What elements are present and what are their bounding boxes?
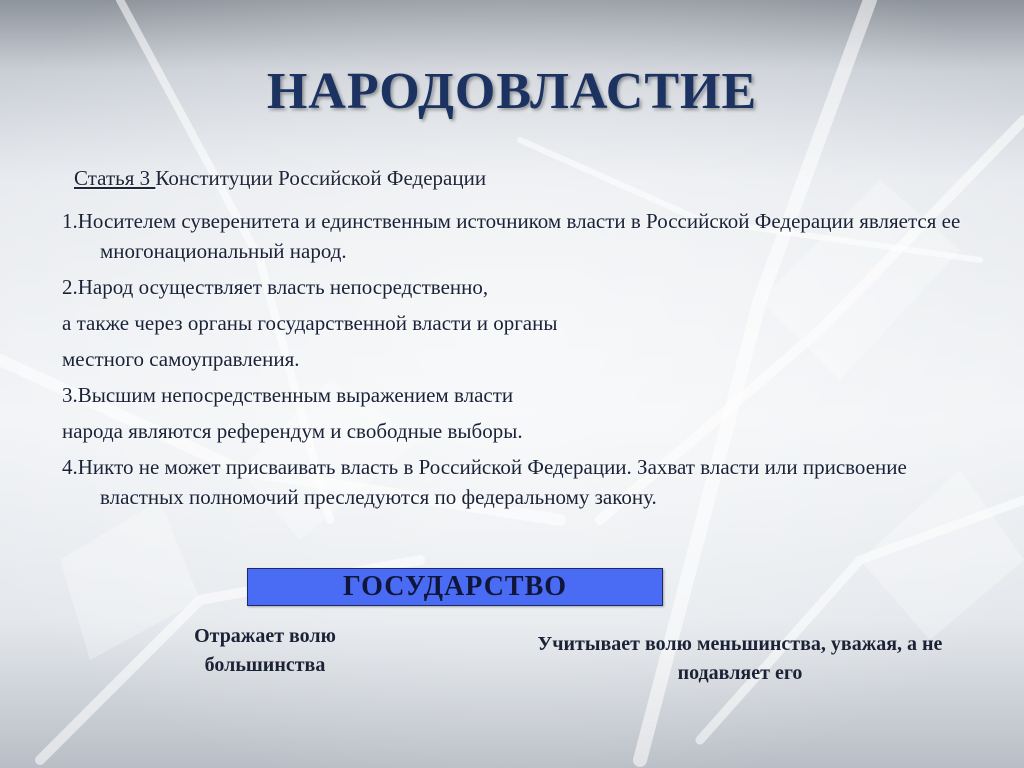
article-link[interactable]: Статья 3 [74, 166, 156, 190]
paragraph-2-cont-b: местного самоуправления. [62, 347, 300, 371]
state-box [247, 568, 663, 606]
constitution-text [62, 206, 962, 518]
slide-title: НАРОДОВЛАСТИЕ [266, 63, 758, 120]
state-box-label: ГОСУДАРСТВО [342, 571, 568, 602]
article-subtitle-rest: Конституции Российской Федерации [155, 166, 487, 190]
paragraph-2-cont-a: а также через органы государственной власти и органы [62, 311, 558, 335]
paragraph-3: 3.Высшим непосредственным выражением власти [62, 383, 514, 407]
paragraph-1: 1.Носителем суверенитета и единственным источником власти в Российской Федерации является ее многонациональный народ. [62, 209, 961, 263]
majority-note: Отражает волю большинства [194, 625, 336, 676]
paragraph-4: 4.Никто не может присваивать власть в Российской Федерации. Захват власти или присвоение властных полномочий преследуются по федеральному закону. [62, 455, 907, 509]
paragraph-2: 2.Народ осуществляет власть непосредственно, [62, 275, 489, 299]
minority-note: Учитывает волю меньшинства, уважая, а не подавляет его [537, 633, 943, 684]
article-subtitle [74, 166, 486, 191]
paragraph-3-cont: народа являются референдум и свободные выборы. [62, 419, 523, 443]
